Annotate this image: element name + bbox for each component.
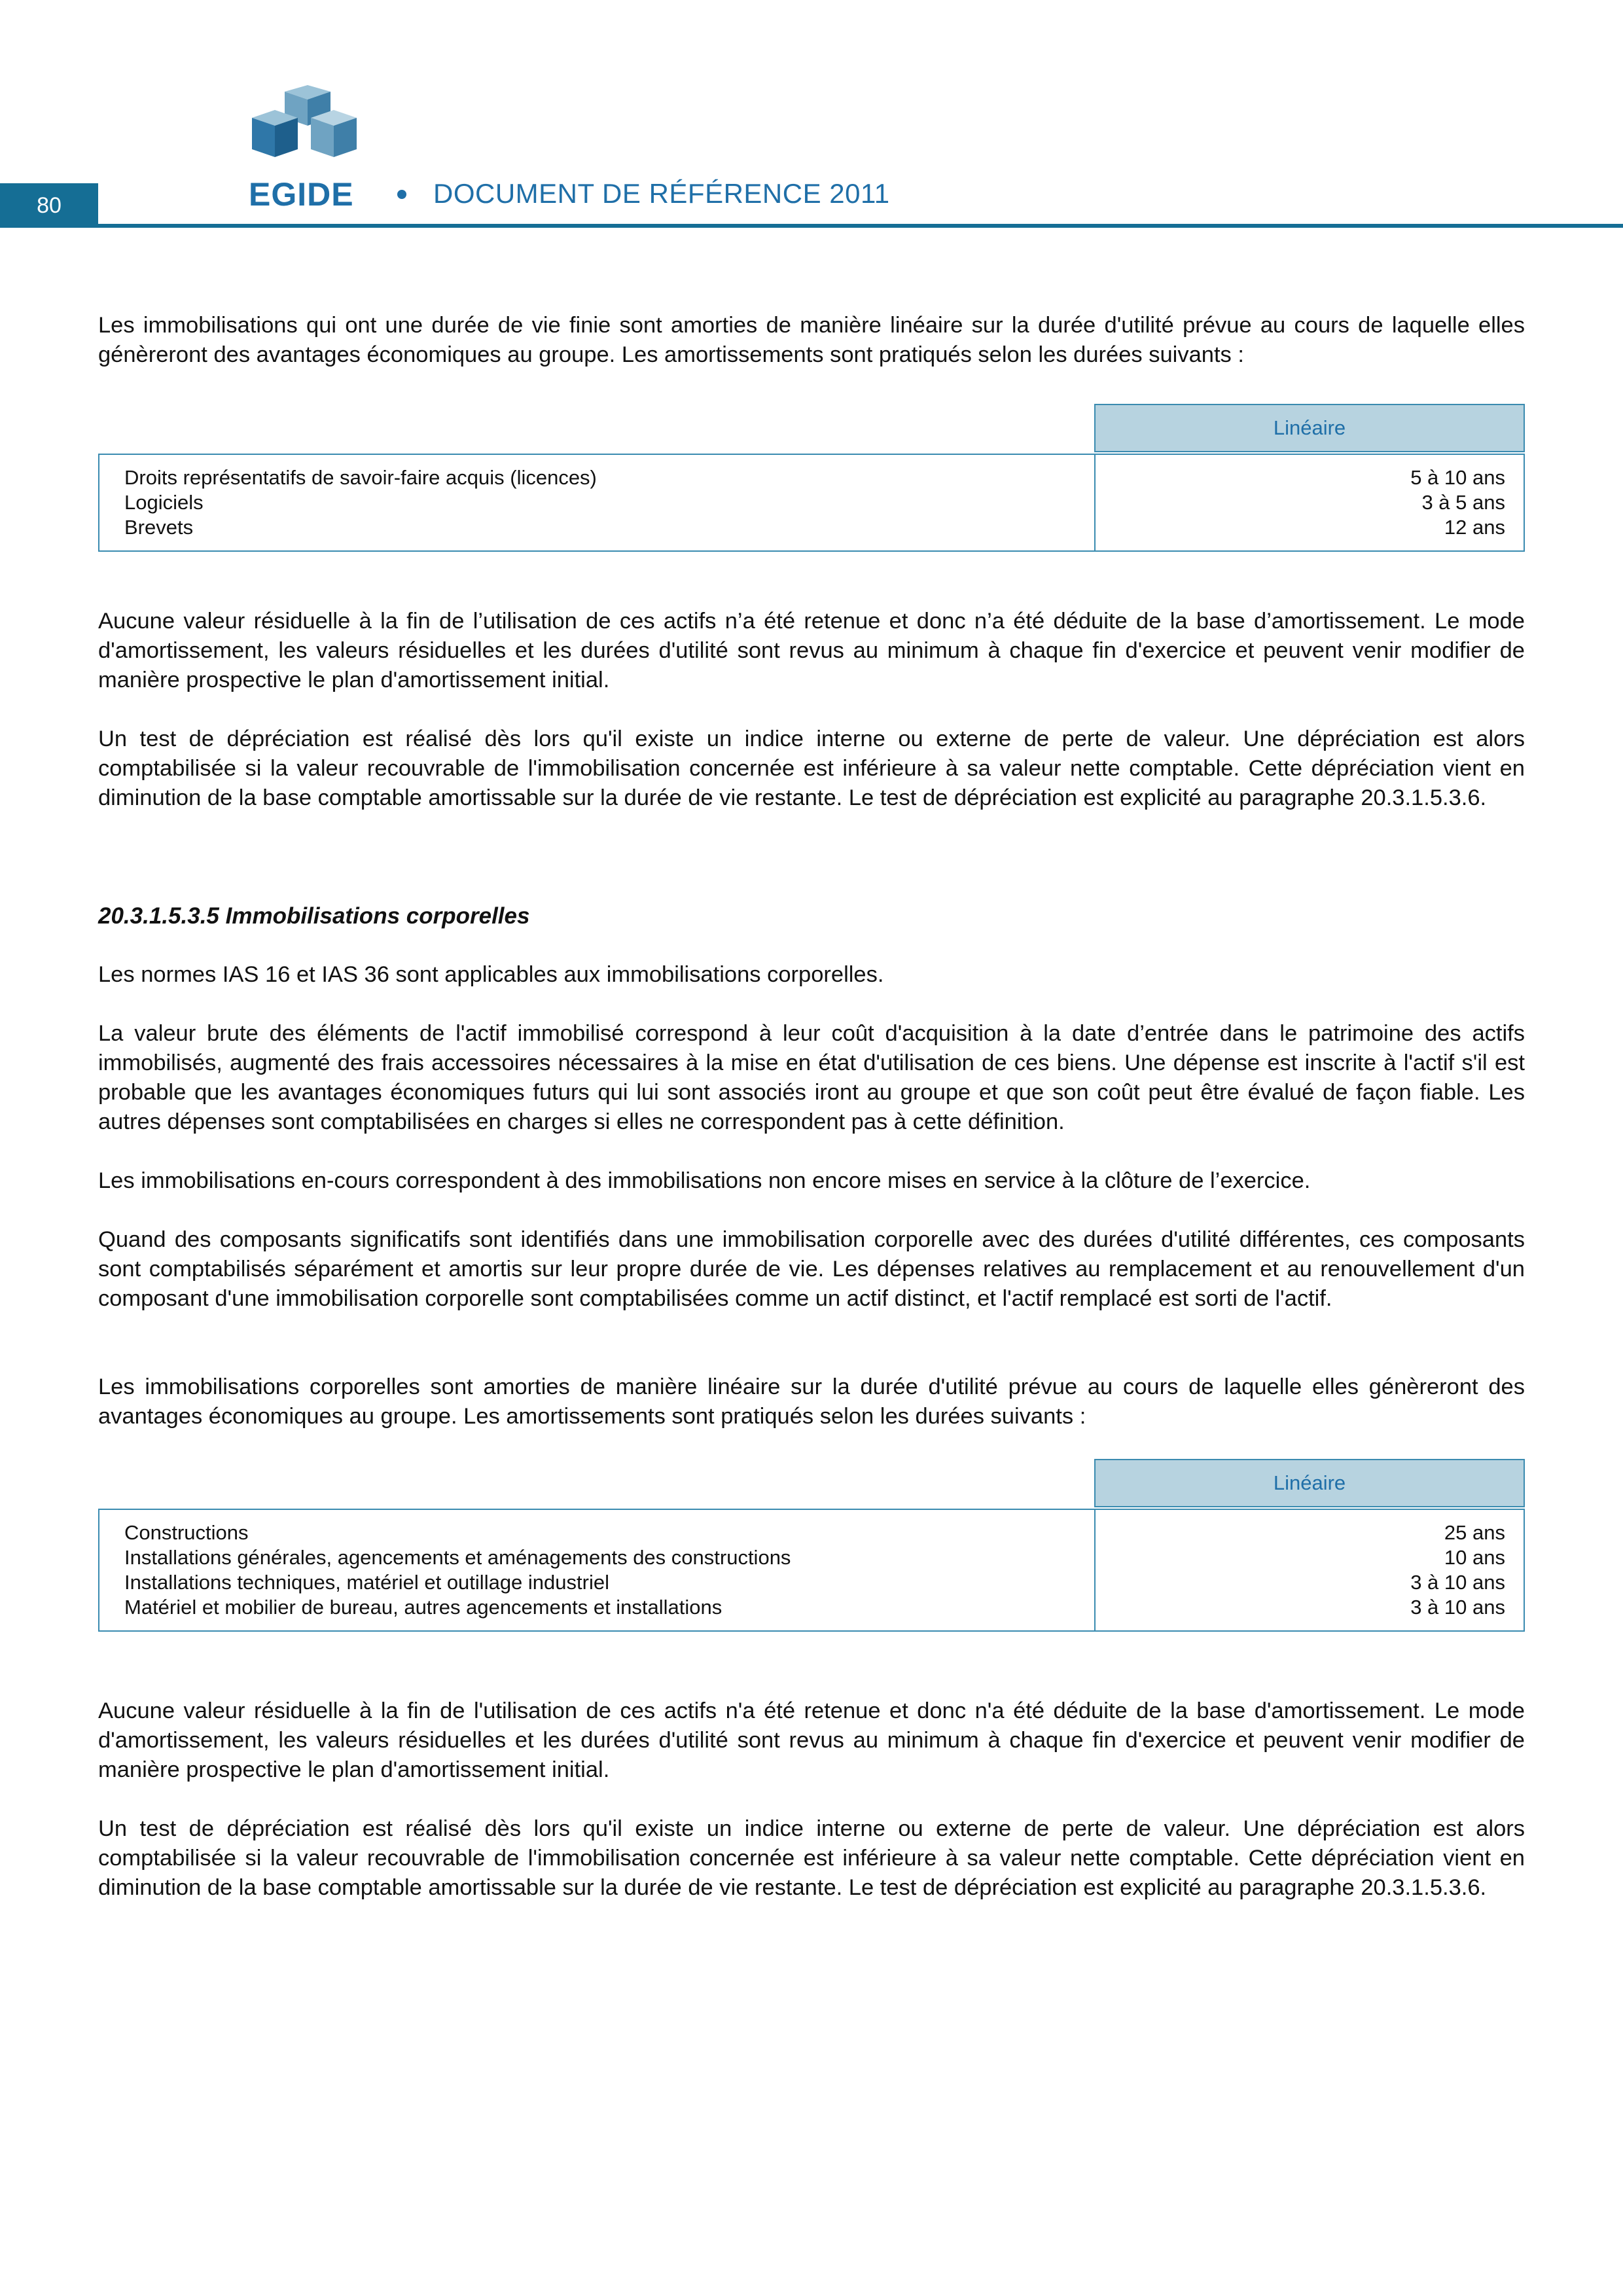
table2-row-label: Installations techniques, matériel et outillage industriel: [124, 1571, 609, 1594]
table2-row-value: 10 ans: [1444, 1546, 1505, 1569]
table2-row-label: Matériel et mobilier de bureau, autres agencements et installations: [124, 1596, 722, 1619]
table2-header: Linéaire: [1094, 1459, 1525, 1507]
table1-row-label: Logiciels: [124, 491, 204, 514]
logo-wordmark: EGIDE: [249, 176, 354, 213]
table1-row-label: Brevets: [124, 516, 194, 539]
table1: [98, 454, 1525, 552]
components-paragraph: Quand des composants significatifs sont identifiés dans une immobilisation corporelle avec des durées d'utilité différentes, ces composants sont comptabilisés séparément et amortis sur leur propre durée de vie. Les dépenses relatives au remplacement et au renouvellement d'un composant d'une immobilisation corporelle sont comptabilisées comme un actif distinct, et l'actif remplacé est sorti de l'actif.: [98, 1227, 1525, 1311]
residual-value-paragraph: Aucune valeur résiduelle à la fin de l’utilisation de ces actifs n’a été retenue et donc n’a été déduite de la base d’amortissement. Le mode d'amortissement, les valeurs résiduelles et les durées d'utilité sont revus au minimum à chaque fin d'exercice et peuvent venir modifier de manière prospective le plan d'amortissement initial.: [98, 609, 1525, 692]
table2-row-label: Constructions: [124, 1521, 249, 1544]
bullet-icon: [397, 190, 406, 199]
document-title: DOCUMENT DE RÉFÉRENCE 2011: [433, 178, 890, 209]
table1-row-value: 12 ans: [1444, 516, 1505, 539]
table2-label-column: [99, 1510, 1096, 1630]
header-rule: [98, 224, 1623, 228]
tangible-amortization-paragraph: Les immobilisations corporelles sont amorties de manière linéaire sur la durée d'utilité prévue au cours de laquelle elles génèreront des avantages économiques au groupe. Les amortissements sont pratiqués selon les durées suivants :: [98, 1374, 1525, 1429]
table2-row-value: 3 à 10 ans: [1410, 1596, 1505, 1619]
norms-paragraph: Les normes IAS 16 et IAS 36 sont applicables aux immobilisations corporelles.: [98, 962, 884, 987]
impairment-test-paragraph: Un test de dépréciation est réalisé dès lors qu'il existe un indice interne ou externe de perte de valeur. Une dépréciation est alors comptabilisée si la valeur recouvrable de l'immobilisation concernée est inférieure à sa valeur nette comptable. Cette dépréciation vient en diminution de la base comptable amortissable sur la durée de vie restante. Le test de dépréciation est explicité au paragraphe 20.3.1.5.3.6.: [98, 726, 1525, 810]
table1-row-label: Droits représentatifs de savoir-faire acquis (licences): [124, 466, 597, 489]
table1-row-value: 5 à 10 ans: [1410, 466, 1505, 489]
residual-value-paragraph-2: Aucune valeur résiduelle à la fin de l'utilisation de ces actifs n'a été retenue et donc n'a été déduite de la base d'amortissement. Le mode d'amortissement, les valeurs résiduelles et les durées d'utilité sont revus au minimum à chaque fin d'exercice et peuvent venir modifier de manière prospective le plan d'amortissement initial.: [98, 1698, 1525, 1782]
table2: [98, 1509, 1525, 1632]
table2-row-label: Installations générales, agencements et aménagements des constructions: [124, 1546, 791, 1569]
table1-header: Linéaire: [1094, 404, 1525, 452]
section-heading: 20.3.1.5.3.5 Immobilisations corporelles: [98, 903, 530, 929]
table2-value-column: [1096, 1510, 1524, 1630]
table2-row-value: 25 ans: [1444, 1521, 1505, 1544]
table1-value-column: [1096, 455, 1524, 550]
page-number: 80: [0, 183, 98, 228]
impairment-test-paragraph-2: Un test de dépréciation est réalisé dès lors qu'il existe un indice interne ou externe de perte de valeur. Une dépréciation est alors comptabilisée si la valeur recouvrable de l'immobilisation concernée est inférieure à sa valeur nette comptable. Cette dépréciation vient en diminution de la base comptable amortissable sur la durée de vie restante. Le test de dépréciation est explicité au paragraphe 20.3.1.5.3.6.: [98, 1816, 1525, 1900]
intro-paragraph: Les immobilisations qui ont une durée de vie finie sont amorties de manière linéaire sur la durée d'utilité prévue au cours de laquelle elles génèreront des avantages économiques au groupe. Les amortissements sont pratiqués selon les durées suivants :: [98, 313, 1525, 367]
table1-label-column: [99, 455, 1096, 550]
table2-row-value: 3 à 10 ans: [1410, 1571, 1505, 1594]
gross-value-paragraph: La valeur brute des éléments de l'actif immobilisé correspond à leur coût d'acquisition à la date d’entrée dans le patrimoine des actifs immobilisés, augmenté des frais accessoires nécessaires à la mise en état d'utilisation de ces biens. Une dépense est inscrite à l'actif s'il est probable que les avantages économiques futurs qui lui sont associés iront au groupe et que son coût peut être évalué de façon fiable. Les autres dépenses sont comptabilisées en charges si elles ne correspondent pas à cette définition.: [98, 1021, 1525, 1134]
in-progress-paragraph: Les immobilisations en-cours correspondent à des immobilisations non encore mises en service à la clôture de l’exercice.: [98, 1168, 1311, 1193]
table1-row-value: 3 à 5 ans: [1421, 491, 1505, 514]
